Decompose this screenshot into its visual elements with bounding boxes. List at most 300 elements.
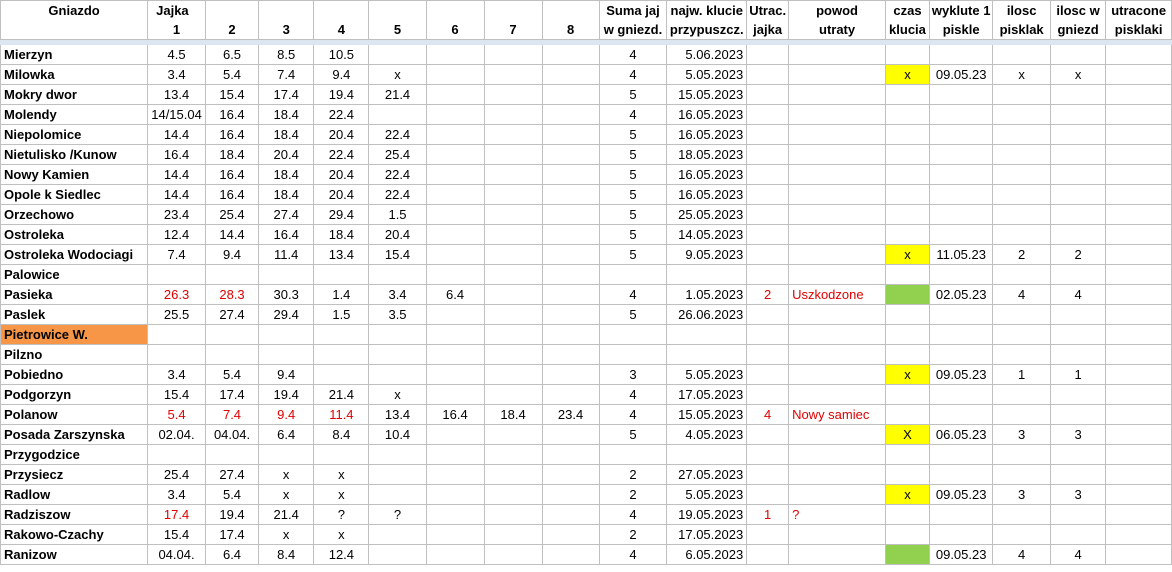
loss-reason-cell[interactable] — [789, 325, 886, 345]
lost-eggs-cell[interactable] — [747, 525, 789, 545]
nest-name-cell[interactable]: Nietulisko /Kunow — [1, 145, 148, 165]
egg-date-cell[interactable] — [369, 525, 426, 545]
lost-chicks-cell[interactable] — [1106, 305, 1172, 325]
chick-count-cell[interactable] — [993, 305, 1050, 325]
egg-date-cell[interactable] — [484, 305, 542, 325]
expected-hatch-cell[interactable]: 25.05.2023 — [667, 205, 747, 225]
egg-date-cell[interactable]: 16.4 — [205, 105, 258, 125]
expected-hatch-cell[interactable] — [667, 445, 747, 465]
egg-date-cell[interactable]: 18.4 — [259, 165, 314, 185]
egg-date-cell[interactable]: 13.4 — [314, 245, 369, 265]
egg-date-cell[interactable]: 15.4 — [148, 525, 206, 545]
egg-date-cell[interactable]: 3.4 — [148, 365, 206, 385]
egg-date-cell[interactable] — [484, 265, 542, 285]
egg-date-cell[interactable] — [484, 285, 542, 305]
chick-count-cell[interactable] — [993, 165, 1050, 185]
lost-chicks-cell[interactable] — [1106, 385, 1172, 405]
chick-count-cell[interactable]: x — [993, 65, 1050, 85]
loss-reason-cell[interactable] — [789, 185, 886, 205]
lost-eggs-cell[interactable] — [747, 205, 789, 225]
egg-date-cell[interactable] — [369, 365, 426, 385]
chicks-in-nest-cell[interactable] — [1050, 125, 1105, 145]
egg-date-cell[interactable] — [426, 85, 484, 105]
egg-date-cell[interactable] — [484, 85, 542, 105]
egg-num-2[interactable]: 2 — [205, 20, 258, 40]
hatch-time-cell[interactable] — [886, 345, 930, 365]
lost-chicks-cell[interactable] — [1106, 505, 1172, 525]
egg-date-cell[interactable]: 6.5 — [205, 45, 258, 65]
hatch-time-cell[interactable] — [886, 205, 930, 225]
header-utrac[interactable]: Utrac. — [747, 1, 789, 21]
egg-date-cell[interactable] — [484, 245, 542, 265]
egg-count-cell[interactable]: 3 — [599, 365, 667, 385]
chicks-in-nest-cell[interactable]: x — [1050, 65, 1105, 85]
hatch-time-cell[interactable] — [886, 465, 930, 485]
egg-date-cell[interactable] — [542, 485, 599, 505]
egg-date-cell[interactable] — [484, 425, 542, 445]
chick-count-cell[interactable] — [993, 85, 1050, 105]
chick-count-cell[interactable]: 1 — [993, 365, 1050, 385]
chicks-in-nest-cell[interactable] — [1050, 445, 1105, 465]
header-empty[interactable] — [369, 1, 426, 21]
egg-date-cell[interactable] — [369, 105, 426, 125]
loss-reason-cell[interactable] — [789, 205, 886, 225]
egg-date-cell[interactable] — [259, 445, 314, 465]
egg-count-cell[interactable]: 2 — [599, 525, 667, 545]
expected-hatch-cell[interactable]: 5.05.2023 — [667, 365, 747, 385]
expected-hatch-cell[interactable]: 14.05.2023 — [667, 225, 747, 245]
lost-eggs-cell[interactable] — [747, 185, 789, 205]
chick-count-cell[interactable] — [993, 325, 1050, 345]
egg-date-cell[interactable] — [542, 345, 599, 365]
lost-eggs-cell[interactable] — [747, 305, 789, 325]
loss-reason-cell[interactable] — [789, 165, 886, 185]
hatch-time-cell[interactable]: x — [886, 365, 930, 385]
lost-eggs-cell[interactable] — [747, 245, 789, 265]
lost-chicks-cell[interactable] — [1106, 325, 1172, 345]
egg-date-cell[interactable] — [484, 105, 542, 125]
egg-date-cell[interactable]: 9.4 — [205, 245, 258, 265]
chick-count-cell[interactable] — [993, 505, 1050, 525]
expected-hatch-cell[interactable]: 1.05.2023 — [667, 285, 747, 305]
loss-reason-cell[interactable] — [789, 65, 886, 85]
nest-name-cell[interactable]: Ostroleka — [1, 225, 148, 245]
first-hatched-cell[interactable] — [929, 125, 993, 145]
chicks-in-nest-cell[interactable]: 4 — [1050, 545, 1105, 565]
chicks-in-nest-cell[interactable]: 2 — [1050, 245, 1105, 265]
chick-count-cell[interactable]: 3 — [993, 485, 1050, 505]
egg-num-7[interactable]: 7 — [484, 20, 542, 40]
egg-date-cell[interactable]: 20.4 — [369, 225, 426, 245]
egg-date-cell[interactable]: 3.4 — [148, 485, 206, 505]
egg-date-cell[interactable] — [314, 325, 369, 345]
egg-date-cell[interactable]: 14/15.04 — [148, 105, 206, 125]
egg-date-cell[interactable]: 22.4 — [369, 185, 426, 205]
egg-date-cell[interactable] — [426, 465, 484, 485]
loss-reason-cell[interactable] — [789, 245, 886, 265]
egg-count-cell[interactable]: 4 — [599, 505, 667, 525]
egg-date-cell[interactable] — [426, 205, 484, 225]
lost-eggs-cell[interactable] — [747, 105, 789, 125]
egg-date-cell[interactable] — [542, 145, 599, 165]
lost-eggs-cell[interactable] — [747, 345, 789, 365]
egg-date-cell[interactable] — [205, 265, 258, 285]
egg-date-cell[interactable]: 1.5 — [369, 205, 426, 225]
lost-chicks-cell[interactable] — [1106, 125, 1172, 145]
lost-chicks-cell[interactable] — [1106, 245, 1172, 265]
lost-chicks-cell[interactable] — [1106, 425, 1172, 445]
header-powod-2[interactable]: utraty — [789, 20, 886, 40]
lost-eggs-cell[interactable] — [747, 385, 789, 405]
lost-eggs-cell[interactable] — [747, 485, 789, 505]
lost-chicks-cell[interactable] — [1106, 345, 1172, 365]
lost-eggs-cell[interactable] — [747, 145, 789, 165]
egg-date-cell[interactable] — [484, 445, 542, 465]
expected-hatch-cell[interactable]: 15.05.2023 — [667, 405, 747, 425]
expected-hatch-cell[interactable]: 18.05.2023 — [667, 145, 747, 165]
chicks-in-nest-cell[interactable] — [1050, 45, 1105, 65]
header-empty[interactable] — [205, 1, 258, 21]
egg-date-cell[interactable] — [484, 485, 542, 505]
nest-name-cell[interactable]: Niepolomice — [1, 125, 148, 145]
lost-eggs-cell[interactable] — [747, 465, 789, 485]
nest-name-cell[interactable]: Podgorzyn — [1, 385, 148, 405]
hatch-time-cell[interactable] — [886, 165, 930, 185]
egg-date-cell[interactable] — [542, 285, 599, 305]
egg-date-cell[interactable]: 19.4 — [205, 505, 258, 525]
egg-date-cell[interactable] — [148, 345, 206, 365]
chicks-in-nest-cell[interactable]: 1 — [1050, 365, 1105, 385]
egg-count-cell[interactable]: 5 — [599, 225, 667, 245]
egg-date-cell[interactable] — [369, 325, 426, 345]
loss-reason-cell[interactable] — [789, 385, 886, 405]
chick-count-cell[interactable]: 2 — [993, 245, 1050, 265]
egg-date-cell[interactable] — [314, 445, 369, 465]
lost-eggs-cell[interactable] — [747, 165, 789, 185]
egg-date-cell[interactable]: 20.4 — [314, 185, 369, 205]
egg-date-cell[interactable]: 30.3 — [259, 285, 314, 305]
egg-date-cell[interactable]: x — [369, 385, 426, 405]
lost-chicks-cell[interactable] — [1106, 365, 1172, 385]
lost-eggs-cell[interactable] — [747, 65, 789, 85]
egg-date-cell[interactable]: 17.4 — [148, 505, 206, 525]
first-hatched-cell[interactable]: 09.05.23 — [929, 545, 993, 565]
egg-date-cell[interactable] — [484, 525, 542, 545]
egg-date-cell[interactable]: 4.5 — [148, 45, 206, 65]
egg-date-cell[interactable]: 04.04. — [205, 425, 258, 445]
egg-count-cell[interactable]: 2 — [599, 465, 667, 485]
egg-date-cell[interactable] — [205, 345, 258, 365]
expected-hatch-cell[interactable]: 15.05.2023 — [667, 85, 747, 105]
lost-eggs-cell[interactable] — [747, 45, 789, 65]
loss-reason-cell[interactable] — [789, 305, 886, 325]
egg-date-cell[interactable] — [542, 305, 599, 325]
hatch-time-cell[interactable]: x — [886, 65, 930, 85]
lost-chicks-cell[interactable] — [1106, 85, 1172, 105]
egg-date-cell[interactable]: 8.5 — [259, 45, 314, 65]
lost-chicks-cell[interactable] — [1106, 45, 1172, 65]
egg-date-cell[interactable]: 3.5 — [369, 305, 426, 325]
chick-count-cell[interactable] — [993, 105, 1050, 125]
nest-name-cell[interactable]: Molendy — [1, 105, 148, 125]
egg-count-cell[interactable] — [599, 325, 667, 345]
egg-count-cell[interactable]: 4 — [599, 105, 667, 125]
egg-date-cell[interactable] — [148, 445, 206, 465]
egg-count-cell[interactable] — [599, 445, 667, 465]
expected-hatch-cell[interactable]: 16.05.2023 — [667, 125, 747, 145]
egg-date-cell[interactable]: 1.4 — [314, 285, 369, 305]
chicks-in-nest-cell[interactable] — [1050, 325, 1105, 345]
lost-chicks-cell[interactable] — [1106, 145, 1172, 165]
egg-date-cell[interactable]: 18.4 — [259, 125, 314, 145]
lost-eggs-cell[interactable]: 4 — [747, 405, 789, 425]
egg-date-cell[interactable]: 18.4 — [484, 405, 542, 425]
loss-reason-cell[interactable]: Uszkodzone — [789, 285, 886, 305]
egg-date-cell[interactable]: x — [259, 465, 314, 485]
hatch-time-cell[interactable] — [886, 305, 930, 325]
chick-count-cell[interactable] — [993, 185, 1050, 205]
egg-date-cell[interactable]: 29.4 — [259, 305, 314, 325]
egg-date-cell[interactable]: 5.4 — [148, 405, 206, 425]
chick-count-cell[interactable] — [993, 265, 1050, 285]
egg-date-cell[interactable] — [426, 145, 484, 165]
egg-date-cell[interactable]: 10.5 — [314, 45, 369, 65]
egg-date-cell[interactable] — [484, 45, 542, 65]
egg-date-cell[interactable] — [484, 325, 542, 345]
hatch-time-cell[interactable] — [886, 405, 930, 425]
egg-date-cell[interactable]: 12.4 — [314, 545, 369, 565]
first-hatched-cell[interactable] — [929, 465, 993, 485]
egg-date-cell[interactable]: ? — [369, 505, 426, 525]
hatch-time-cell[interactable] — [886, 505, 930, 525]
hatch-time-cell[interactable] — [886, 325, 930, 345]
egg-date-cell[interactable] — [542, 265, 599, 285]
egg-date-cell[interactable] — [542, 65, 599, 85]
loss-reason-cell[interactable] — [789, 365, 886, 385]
chick-count-cell[interactable] — [993, 385, 1050, 405]
lost-chicks-cell[interactable] — [1106, 265, 1172, 285]
egg-date-cell[interactable] — [484, 225, 542, 245]
egg-num-5[interactable]: 5 — [369, 20, 426, 40]
egg-count-cell[interactable]: 4 — [599, 285, 667, 305]
egg-date-cell[interactable]: 14.4 — [205, 225, 258, 245]
first-hatched-cell[interactable] — [929, 205, 993, 225]
header-czas[interactable]: czas — [886, 1, 930, 21]
chicks-in-nest-cell[interactable] — [1050, 85, 1105, 105]
hatch-time-cell[interactable] — [886, 265, 930, 285]
egg-date-cell[interactable]: 18.4 — [259, 105, 314, 125]
egg-date-cell[interactable] — [542, 225, 599, 245]
lost-eggs-cell[interactable] — [747, 225, 789, 245]
loss-reason-cell[interactable] — [789, 525, 886, 545]
egg-date-cell[interactable] — [426, 185, 484, 205]
egg-date-cell[interactable]: 13.4 — [148, 85, 206, 105]
first-hatched-cell[interactable]: 09.05.23 — [929, 65, 993, 85]
egg-date-cell[interactable]: 20.4 — [314, 125, 369, 145]
hatch-time-cell[interactable] — [886, 285, 930, 305]
egg-date-cell[interactable] — [426, 485, 484, 505]
egg-date-cell[interactable]: 14.4 — [148, 185, 206, 205]
egg-count-cell[interactable]: 2 — [599, 485, 667, 505]
loss-reason-cell[interactable] — [789, 345, 886, 365]
first-hatched-cell[interactable] — [929, 345, 993, 365]
chicks-in-nest-cell[interactable] — [1050, 225, 1105, 245]
egg-date-cell[interactable] — [542, 325, 599, 345]
egg-date-cell[interactable]: 26.3 — [148, 285, 206, 305]
egg-date-cell[interactable] — [426, 325, 484, 345]
egg-date-cell[interactable] — [484, 465, 542, 485]
egg-date-cell[interactable] — [484, 205, 542, 225]
lost-eggs-cell[interactable] — [747, 545, 789, 565]
nest-name-cell[interactable]: Ostroleka Wodociagi — [1, 245, 148, 265]
chick-count-cell[interactable] — [993, 45, 1050, 65]
chick-count-cell[interactable] — [993, 345, 1050, 365]
egg-date-cell[interactable]: 15.4 — [205, 85, 258, 105]
egg-date-cell[interactable] — [542, 85, 599, 105]
first-hatched-cell[interactable] — [929, 305, 993, 325]
egg-date-cell[interactable]: 20.4 — [314, 165, 369, 185]
egg-date-cell[interactable] — [542, 245, 599, 265]
nest-name-cell[interactable]: Pietrowice W. — [1, 325, 148, 345]
nest-name-cell[interactable]: Ranizow — [1, 545, 148, 565]
hatch-time-cell[interactable] — [886, 185, 930, 205]
egg-date-cell[interactable] — [542, 365, 599, 385]
egg-date-cell[interactable]: x — [314, 485, 369, 505]
egg-date-cell[interactable] — [426, 105, 484, 125]
loss-reason-cell[interactable]: Nowy samiec — [789, 405, 886, 425]
loss-reason-cell[interactable] — [789, 145, 886, 165]
egg-date-cell[interactable]: 6.4 — [259, 425, 314, 445]
egg-date-cell[interactable]: 5.4 — [205, 365, 258, 385]
hatch-time-cell[interactable] — [886, 385, 930, 405]
egg-count-cell[interactable]: 5 — [599, 165, 667, 185]
egg-date-cell[interactable]: 16.4 — [426, 405, 484, 425]
nest-name-cell[interactable]: Orzechowo — [1, 205, 148, 225]
egg-date-cell[interactable]: x — [314, 525, 369, 545]
lost-chicks-cell[interactable] — [1106, 225, 1172, 245]
egg-num-6[interactable]: 6 — [426, 20, 484, 40]
nest-name-cell[interactable]: Radziszow — [1, 505, 148, 525]
egg-date-cell[interactable]: 25.4 — [369, 145, 426, 165]
egg-date-cell[interactable]: 22.4 — [314, 145, 369, 165]
chick-count-cell[interactable]: 4 — [993, 285, 1050, 305]
egg-date-cell[interactable]: 11.4 — [314, 405, 369, 425]
egg-date-cell[interactable] — [369, 445, 426, 465]
loss-reason-cell[interactable] — [789, 265, 886, 285]
egg-num-4[interactable]: 4 — [314, 20, 369, 40]
expected-hatch-cell[interactable]: 5.06.2023 — [667, 45, 747, 65]
expected-hatch-cell[interactable]: 5.05.2023 — [667, 65, 747, 85]
hatch-time-cell[interactable]: x — [886, 485, 930, 505]
chicks-in-nest-cell[interactable] — [1050, 205, 1105, 225]
chicks-in-nest-cell[interactable] — [1050, 385, 1105, 405]
chick-count-cell[interactable]: 4 — [993, 545, 1050, 565]
nest-name-cell[interactable]: Posada Zarszynska — [1, 425, 148, 445]
loss-reason-cell[interactable] — [789, 105, 886, 125]
egg-date-cell[interactable]: 18.4 — [205, 145, 258, 165]
egg-date-cell[interactable] — [426, 505, 484, 525]
loss-reason-cell[interactable] — [789, 85, 886, 105]
egg-date-cell[interactable]: 13.4 — [369, 405, 426, 425]
egg-date-cell[interactable] — [484, 65, 542, 85]
nest-name-cell[interactable]: Milowka — [1, 65, 148, 85]
header-czas-2[interactable]: klucia — [886, 20, 930, 40]
egg-date-cell[interactable] — [542, 105, 599, 125]
lost-eggs-cell[interactable]: 2 — [747, 285, 789, 305]
egg-date-cell[interactable]: 23.4 — [542, 405, 599, 425]
egg-count-cell[interactable]: 5 — [599, 145, 667, 165]
egg-date-cell[interactable]: 12.4 — [148, 225, 206, 245]
egg-date-cell[interactable]: 17.4 — [205, 525, 258, 545]
egg-date-cell[interactable] — [314, 365, 369, 385]
header-najw-2[interactable]: przypuszcz. — [667, 20, 747, 40]
expected-hatch-cell[interactable]: 5.05.2023 — [667, 485, 747, 505]
egg-date-cell[interactable]: ? — [314, 505, 369, 525]
egg-date-cell[interactable]: x — [259, 485, 314, 505]
egg-count-cell[interactable]: 4 — [599, 385, 667, 405]
loss-reason-cell[interactable] — [789, 465, 886, 485]
first-hatched-cell[interactable] — [929, 405, 993, 425]
egg-date-cell[interactable] — [314, 345, 369, 365]
lost-chicks-cell[interactable] — [1106, 285, 1172, 305]
egg-date-cell[interactable] — [542, 205, 599, 225]
egg-date-cell[interactable] — [426, 165, 484, 185]
egg-date-cell[interactable]: 18.4 — [259, 185, 314, 205]
egg-date-cell[interactable] — [542, 505, 599, 525]
lost-chicks-cell[interactable] — [1106, 445, 1172, 465]
header-gniazdo[interactable]: Gniazdo — [1, 1, 148, 21]
expected-hatch-cell[interactable]: 17.05.2023 — [667, 525, 747, 545]
egg-count-cell[interactable]: 5 — [599, 205, 667, 225]
loss-reason-cell[interactable] — [789, 45, 886, 65]
egg-date-cell[interactable] — [484, 145, 542, 165]
hatch-time-cell[interactable] — [886, 45, 930, 65]
expected-hatch-cell[interactable]: 9.05.2023 — [667, 245, 747, 265]
chick-count-cell[interactable] — [993, 125, 1050, 145]
egg-count-cell[interactable]: 4 — [599, 45, 667, 65]
egg-date-cell[interactable] — [369, 485, 426, 505]
egg-date-cell[interactable]: x — [259, 525, 314, 545]
egg-date-cell[interactable]: 20.4 — [259, 145, 314, 165]
chicks-in-nest-cell[interactable] — [1050, 465, 1105, 485]
egg-date-cell[interactable]: x — [369, 65, 426, 85]
header-empty[interactable] — [426, 1, 484, 21]
first-hatched-cell[interactable]: 09.05.23 — [929, 365, 993, 385]
egg-date-cell[interactable] — [205, 325, 258, 345]
egg-date-cell[interactable] — [148, 325, 206, 345]
chicks-in-nest-cell[interactable] — [1050, 185, 1105, 205]
egg-date-cell[interactable]: 19.4 — [314, 85, 369, 105]
expected-hatch-cell[interactable]: 16.05.2023 — [667, 165, 747, 185]
first-hatched-cell[interactable] — [929, 185, 993, 205]
lost-chicks-cell[interactable] — [1106, 205, 1172, 225]
egg-date-cell[interactable] — [542, 185, 599, 205]
egg-date-cell[interactable]: 5.4 — [205, 65, 258, 85]
nest-name-cell[interactable]: Mierzyn — [1, 45, 148, 65]
header-iloscw[interactable]: ilosc w — [1050, 1, 1105, 21]
egg-date-cell[interactable] — [205, 445, 258, 465]
egg-date-cell[interactable]: 21.4 — [259, 505, 314, 525]
egg-date-cell[interactable] — [542, 445, 599, 465]
egg-count-cell[interactable]: 5 — [599, 185, 667, 205]
header-suma[interactable]: Suma jaj — [599, 1, 667, 21]
egg-num-3[interactable]: 3 — [259, 20, 314, 40]
egg-date-cell[interactable] — [542, 545, 599, 565]
chicks-in-nest-cell[interactable]: 3 — [1050, 425, 1105, 445]
egg-date-cell[interactable]: 5.4 — [205, 485, 258, 505]
egg-date-cell[interactable] — [484, 345, 542, 365]
egg-date-cell[interactable]: 23.4 — [148, 205, 206, 225]
